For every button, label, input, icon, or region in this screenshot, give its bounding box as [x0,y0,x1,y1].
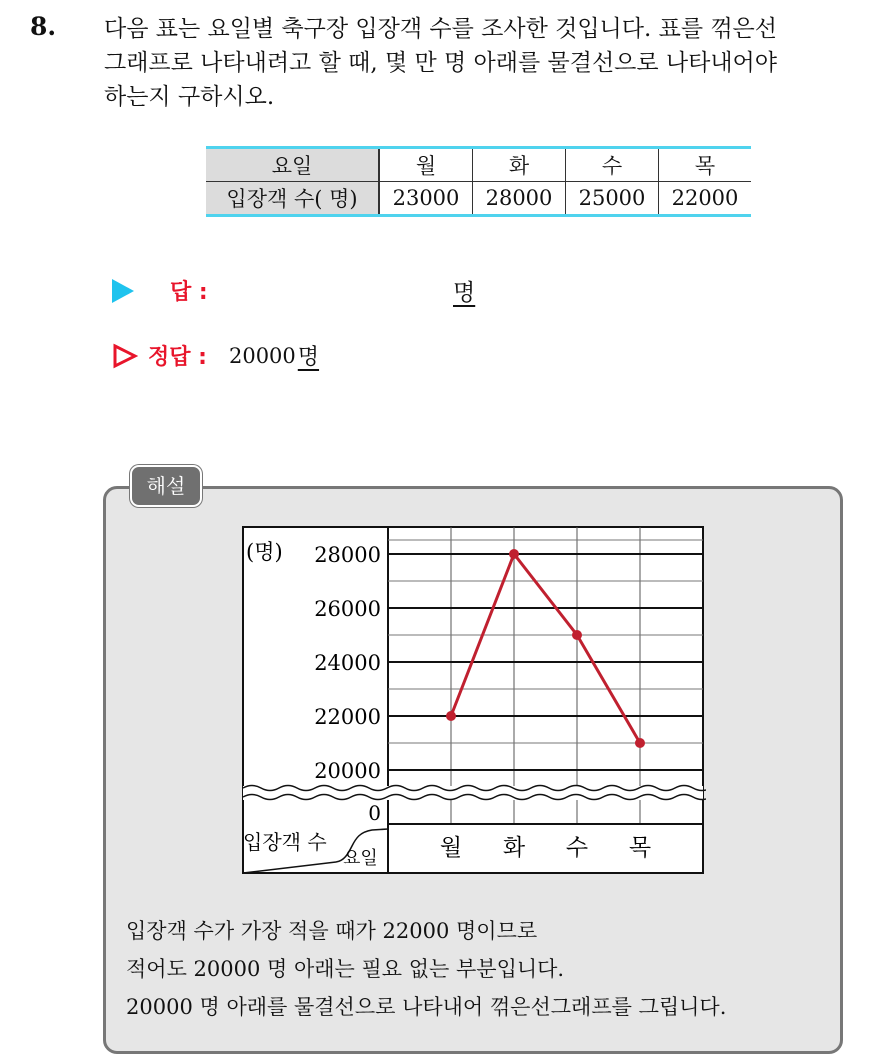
x-tick-label: 수 [565,835,589,861]
data-point [635,738,645,748]
correct-unit: 명 [297,345,320,370]
data-point [446,711,456,721]
question-text [104,12,874,114]
explanation-text [126,912,726,1026]
answer-unit: 명 [453,280,476,306]
play-arrow-icon [112,279,134,303]
answer-row [112,275,208,306]
question-number: 8. [30,12,57,41]
explanation-line: 20000 명 아래를 물결선으로 나타내어 꺾은선그래프를 그립니다. [126,995,727,1019]
x-tick-label: 월 [439,835,463,861]
chart-x-title: 요일 [343,848,378,869]
question-line: 다음 표는 요일별 축구장 입장객 수를 조사한 것입니다. 표를 꺾은선 [104,16,777,42]
y-tick-label: 20000 [314,759,381,783]
question-line: 하는지 구하시오. [104,84,275,110]
line-chart [240,524,706,876]
table-count: 28000 [473,182,566,216]
table-count: 23000 [379,182,473,216]
play-arrow-outline-icon [112,343,138,369]
x-tick-label: 목 [628,835,652,861]
correct-label: 정답 : [148,345,207,370]
correct-value: 20000 [228,343,296,368]
chart-zero-label: 0 [368,801,381,825]
chart-y-title: 입장객 수 [243,830,327,854]
explanation-tag: 해설 [130,465,202,507]
explanation-line: 입장객 수가 가장 적을 때가 22000 명이므로 [126,919,538,943]
table-header-label: 요일 [206,148,379,182]
table-count: 25000 [566,182,659,216]
data-point [509,549,519,559]
table-count: 22000 [659,182,752,216]
answer-label: 답 : [170,280,208,305]
table-day: 수 [566,148,659,182]
attendance-table [206,146,751,217]
correct-answer-row [112,340,319,371]
explanation-line: 적어도 20000 명 아래는 필요 없는 부분입니다. [126,957,565,981]
table-day: 화 [473,148,566,182]
x-tick-label: 화 [502,835,526,861]
y-tick-label: 26000 [314,597,381,621]
y-tick-label: 24000 [314,651,381,675]
data-point [572,630,582,640]
chart-unit-label: (명) [246,540,283,564]
chart-frame [243,527,703,873]
table-row-label: 입장객 수( 명) [206,182,379,216]
y-tick-label: 28000 [314,543,381,567]
table-day: 목 [659,148,752,182]
question-line: 그래프로 나타내려고 할 때, 몇 만 명 아래를 물결선으로 나타내어야 [104,50,777,76]
y-tick-label: 22000 [314,705,381,729]
table-day: 월 [379,148,473,182]
